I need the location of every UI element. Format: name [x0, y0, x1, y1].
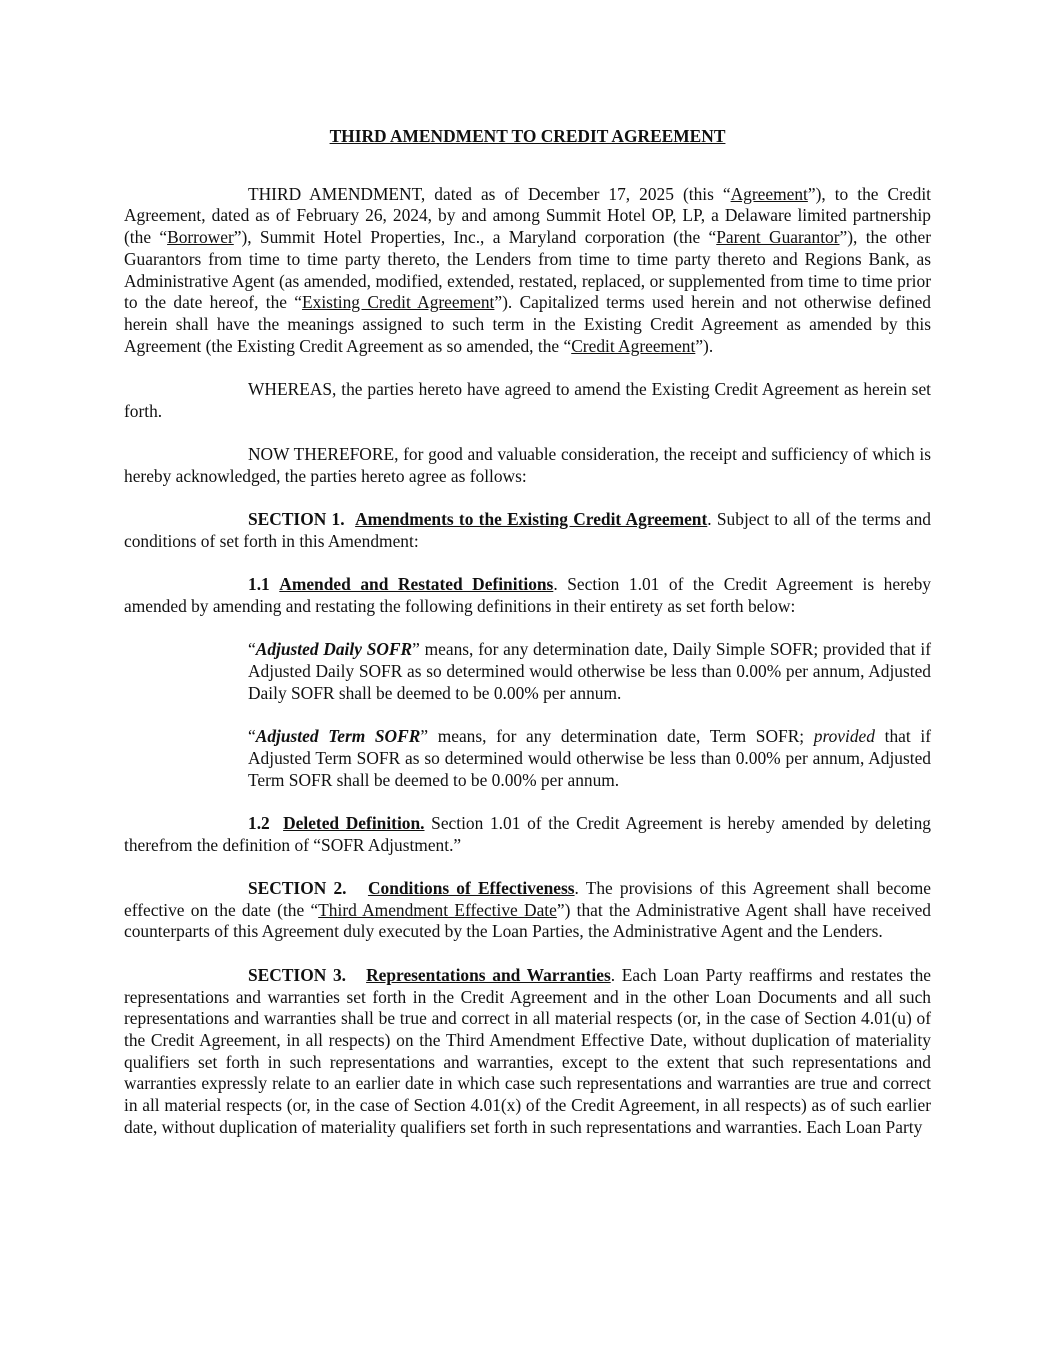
- section-1-paragraph: [124, 509, 931, 552]
- preamble-text-5: ”). Capitalized terms used herein and not otherwise defined herein shall have the meanings assigned to such term in the Existing Credit Agreement as amended by this Agreement (the Existing Credit Agreement as so amended, the “: [124, 292, 932, 356]
- whereas-paragraph: WHEREAS, the parties hereto have agreed to amend the Existing Credit Agreement as herein set forth.: [124, 379, 931, 421]
- section-2-paragraph: [124, 878, 931, 943]
- section-1-text: . Subject to all of the terms and conditions of set forth in this Amendment:: [124, 509, 931, 551]
- definition-daily-text: ” means, for any determination date, Daily Simple SOFR; provided that if Adjusted Daily SOFR as so determined would otherwise be less than 0.00% per annum, Adjusted Daily SOFR shall be deemed to be 0.00% per annum.: [248, 639, 931, 703]
- document-page: [124, 118, 931, 1139]
- section-1-number: SECTION 1.: [248, 509, 345, 530]
- section-1-2-heading: Deleted Definition.: [283, 812, 425, 833]
- defined-term-adjusted-term-sofr: Adjusted Term SOFR: [255, 726, 421, 747]
- section-1-1-paragraph: [124, 574, 931, 617]
- section-1-1-text: . Section 1.01 of the Credit Agreement is hereby amended by amending and restating the following definitions in their entirety as set forth below:: [124, 574, 931, 616]
- preamble-text-3: ”), Summit Hotel Properties, Inc., a Maryland corporation (the “: [233, 227, 717, 248]
- section-2-text-2: ”) that the Administrative Agent shall have received counterparts of this Agreement duly executed by the Loan Parties, the Administrative Agent and the Lenders.: [124, 899, 931, 942]
- preamble-text-4: ”), the other Guarantors from time to time party thereto, the Lenders from time to time party thereto and Regions Bank, as Administrative Agent (as amended, modified, extended, restated, replaced, or supplemented from time to time prior to the date hereof, the “: [124, 227, 932, 313]
- section-2-heading: Conditions of Effectiveness: [367, 878, 575, 899]
- preamble-text-2: ”), to the Credit Agreement, dated as of February 26, 2024, by and among Summit Hotel OP, LP, a Delaware limited partnership (the “: [124, 183, 931, 248]
- section-1-2-text: Section 1.01 of the Credit Agreement is hereby amended by deleting therefrom the definition of “SOFR Adjustment.”: [124, 812, 931, 855]
- section-3-number: SECTION 3.: [248, 964, 347, 985]
- preamble-text-1: THIRD AMENDMENT, dated as of December 17, 2025 (this “: [248, 183, 731, 204]
- defined-term-existing-credit-agreement: Existing Credit Agreement: [302, 292, 495, 313]
- provided-italic: provided: [813, 726, 875, 747]
- defined-term-third-amendment-effective-date: Third Amendment Effective Date: [318, 899, 557, 920]
- defined-term-adjusted-daily-sofr: Adjusted Daily SOFR: [255, 639, 413, 660]
- section-1-2-paragraph: [124, 813, 931, 856]
- section-2-text-1: . The provisions of this Agreement shall become effective on the date (the “: [124, 878, 931, 920]
- definition-adjusted-term-sofr: [248, 726, 931, 791]
- definition-term-text-2: that if Adjusted Term SOFR as so determined would otherwise be less than 0.00% per annum, Adjusted Term SOFR shall be deemed to be 0.00% per annum.: [248, 726, 931, 790]
- now-therefore-paragraph: NOW THEREFORE, for good and valuable consideration, the receipt and sufficiency of which is hereby acknowledged, the parties hereto agree as follows:: [124, 444, 931, 486]
- section-3-paragraph: [124, 965, 931, 1139]
- section-2-number: SECTION 2.: [248, 878, 347, 899]
- definition-term-text-1: ” means, for any determination date, Term SOFR;: [420, 726, 814, 747]
- defined-term-credit-agreement: Credit Agreement: [571, 335, 696, 356]
- definition-adjusted-daily-sofr: [248, 639, 931, 704]
- document-title: THIRD AMENDMENT TO CREDIT AGREEMENT: [329, 126, 726, 146]
- defined-term-agreement: Agreement: [730, 183, 808, 204]
- preamble-paragraph: [124, 184, 931, 358]
- quote-open: “: [248, 726, 256, 747]
- section-1-1-number: 1.1: [248, 574, 270, 595]
- quote-open: “: [248, 639, 256, 660]
- defined-term-borrower: Borrower: [167, 227, 234, 248]
- section-1-2-number: 1.2: [248, 812, 270, 833]
- section-3-heading: Representations and Warranties: [366, 964, 611, 985]
- section-3-text: . Each Loan Party reaffirms and restates the representations and warranties set forth in the Credit Agreement and in the other Loan Documents and all such representations and warranties shall be true and correct in all material respects (or, in the case of Section 4.01(u) of the Credit Agreement, in all respects) on the Third Amendment Effective Date, without duplication of materiality qualifiers set forth in such representations and warranties, except to the extent that such representations and warranties expressly relate to an earlier date in which case such representations and warranties are true and correct in all material respects (or, in the case of Section 4.01(x) of the Credit Agreement, in all respects) as of such earlier date, without duplication of materiality qualifiers set forth in such representations and warranties. Each Loan Party: [124, 964, 931, 1137]
- preamble-text-6: ”).: [695, 335, 714, 356]
- defined-term-parent-guarantor: Parent Guarantor: [716, 227, 840, 248]
- section-1-1-heading: Amended and Restated Definitions: [279, 574, 554, 595]
- section-1-heading: Amendments to the Existing Credit Agreement: [355, 509, 708, 530]
